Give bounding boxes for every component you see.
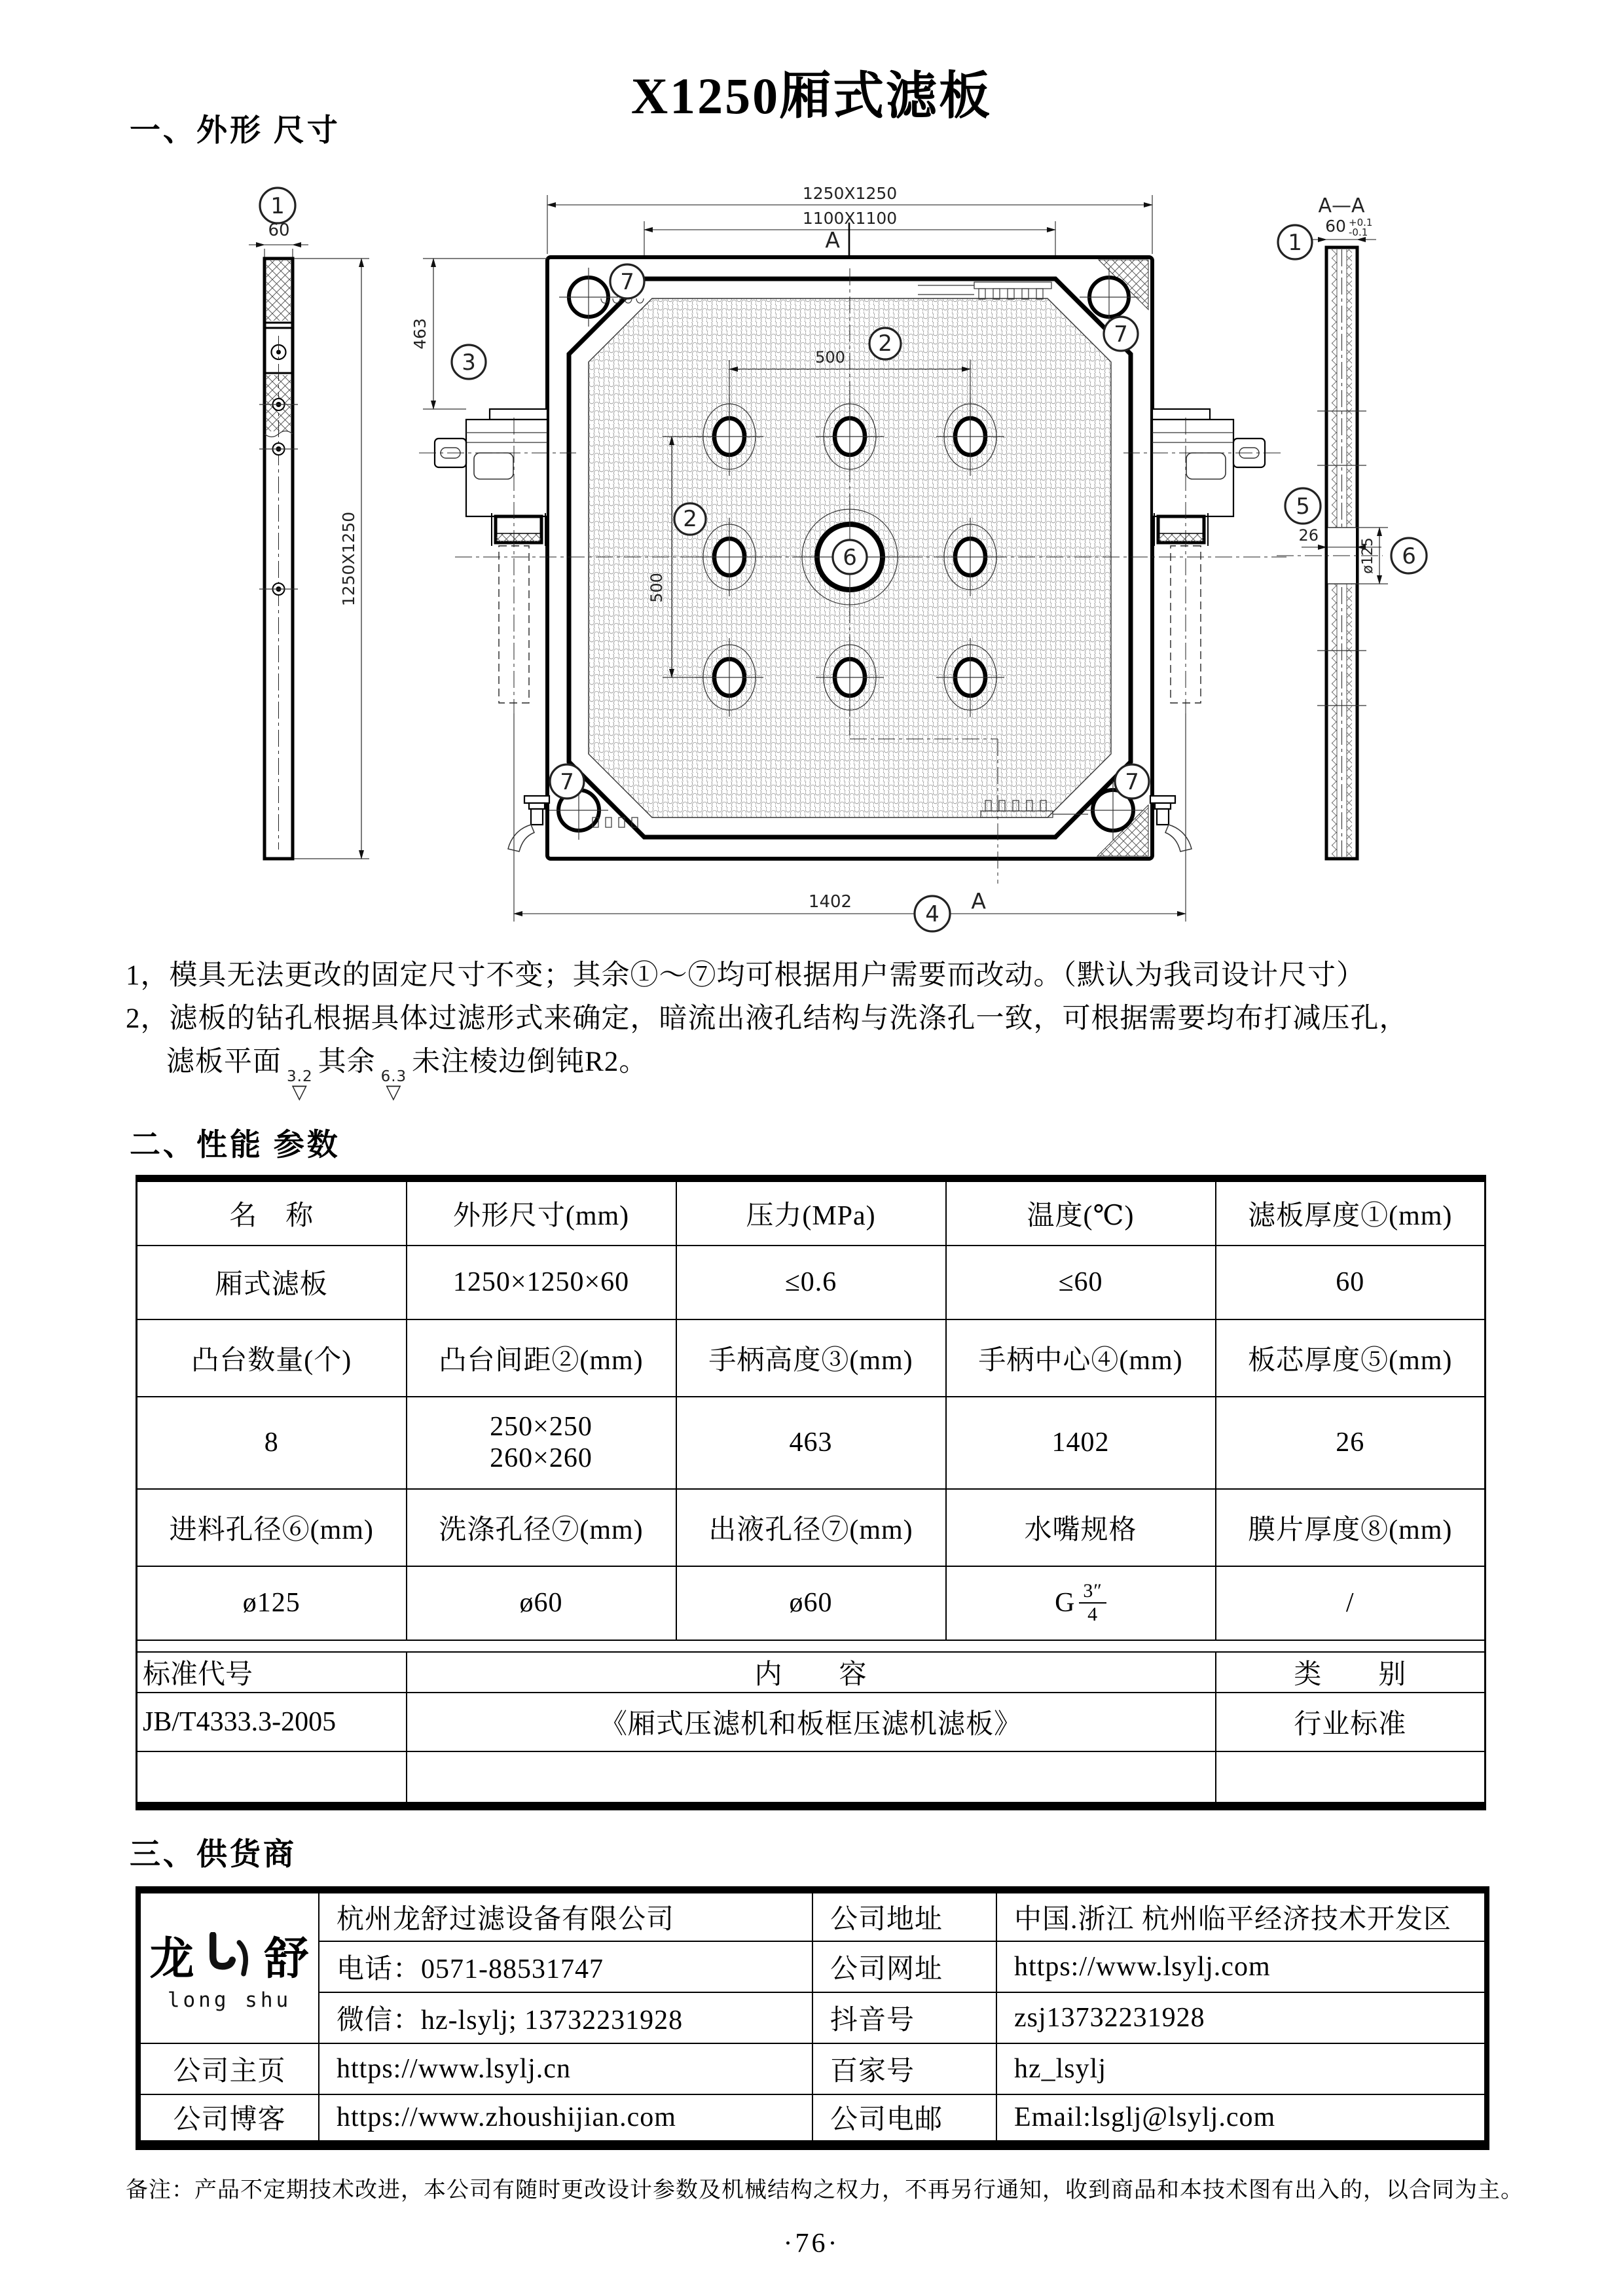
table-cell: 板芯厚度⑤(mm) — [1216, 1319, 1486, 1397]
company-logo — [138, 1890, 319, 2043]
table-cell: 内 容 — [407, 1652, 1216, 1693]
section-heading-supplier: 三、供货商 — [130, 1838, 297, 1872]
table-cell: 公司电邮 — [812, 2094, 996, 2145]
table-cell: 26 — [1216, 1397, 1486, 1489]
table-cell: 厢式滤板 — [137, 1246, 407, 1319]
dim-plate-1250: 1250X1250 — [802, 184, 898, 203]
dim-26: 26 — [1298, 526, 1319, 545]
longshu-logo-mark — [202, 1932, 258, 1979]
dim-inner-1100: 1100X1100 — [802, 209, 898, 228]
boss-pitch-line-2: 260×260 — [490, 1443, 593, 1473]
table-cell: 名 称 — [137, 1179, 407, 1246]
table-cell — [407, 1751, 1216, 1806]
table-cell: ≤60 — [946, 1246, 1216, 1319]
balloon-7-tr — [1104, 317, 1138, 351]
balloon-5 — [1285, 488, 1321, 524]
table-cell: 1402 — [946, 1397, 1216, 1489]
table-cell: 标准代号 — [137, 1652, 407, 1693]
svg-text:6: 6 — [1402, 543, 1416, 569]
table-cell: 手柄中心④(mm) — [946, 1319, 1216, 1397]
table-cell: / — [1216, 1566, 1486, 1640]
perf-data-row-3 — [137, 1566, 1486, 1640]
table-cell: ø125 — [137, 1566, 407, 1640]
svg-text:3: 3 — [462, 350, 476, 376]
table-cell: 公司网址 — [812, 1941, 996, 1992]
table-cell: 463 — [676, 1397, 946, 1489]
supplier-row — [138, 1941, 1487, 1992]
roughness-symbol-2: 6.3 ▽ — [380, 1068, 407, 1103]
table-cell: 膜片厚度⑧(mm) — [1216, 1489, 1486, 1566]
table-cell: ø60 — [407, 1566, 676, 1640]
table-cell: 公司地址 — [812, 1890, 996, 1941]
footer-note: 备注：产品不定期技术改进，本公司有随时更改设计参数及机械结构之权力，不再另行通知，收到商品和本技术图有出入的，以合同为主。 — [126, 2178, 1523, 2202]
separator-row — [137, 1640, 1486, 1652]
balloon-6-section — [1391, 538, 1427, 573]
table-cell: 电话：0571-88531747 — [319, 1941, 812, 1992]
empty-row — [137, 1751, 1486, 1806]
page-number: ·76· — [783, 2229, 840, 2259]
supplier-table — [136, 1886, 1489, 2150]
supplier-row — [138, 2094, 1487, 2145]
logo-latin: long shu — [167, 1988, 292, 2013]
note-line-2: 2，滤板的钻孔根据具体过滤形式来确定，暗流出液孔结构与洗涤孔一致，可根据需要均布打减压孔， — [126, 1003, 1408, 1034]
balloon-1 — [260, 188, 295, 223]
table-cell: 进料孔径⑥(mm) — [137, 1489, 407, 1566]
svg-text:2: 2 — [878, 331, 892, 357]
table-cell: 1250×1250×60 — [407, 1246, 676, 1319]
logo-char-shu: 舒 — [264, 1934, 310, 1984]
table-cell: 洗涤孔径⑦(mm) — [407, 1489, 676, 1566]
perf-header-row-3 — [137, 1489, 1486, 1566]
table-cell: 抖音号 — [812, 1992, 996, 2043]
drawing-notes — [126, 954, 1527, 1101]
table-cell: JB/T4333.3-2005 — [137, 1693, 407, 1751]
roughness-symbol-1: 3.2 ▽ — [287, 1068, 313, 1103]
svg-text:7: 7 — [1114, 321, 1128, 348]
table-cell: https://www.lsylj.cn — [319, 2043, 812, 2094]
perf-header-row-1 — [137, 1179, 1486, 1246]
technical-drawing — [0, 162, 1623, 948]
supplier-row — [138, 2043, 1487, 2094]
dim-500-h: 500 — [815, 348, 845, 367]
balloon-6-center — [833, 540, 867, 574]
page-title: X1250厢式滤板 — [630, 67, 993, 124]
standard-data-row — [137, 1693, 1486, 1751]
perf-header-row-2 — [137, 1319, 1486, 1397]
side-view — [249, 188, 369, 859]
dim-1402: 1402 — [808, 892, 852, 912]
dim-side-1250: 1250X1250 — [339, 511, 358, 607]
table-cell: 外形尺寸(mm) — [407, 1179, 676, 1246]
table-cell: 水嘴规格 — [946, 1489, 1216, 1566]
svg-text:6: 6 — [843, 545, 857, 571]
table-cell: 行业标准 — [1216, 1693, 1486, 1751]
standard-header-row — [137, 1652, 1486, 1693]
table-cell: 《厢式压滤机和板框压滤机滤板》 — [407, 1693, 1216, 1751]
dim-sec-60: 60 — [1325, 217, 1346, 236]
svg-text:1: 1 — [1288, 230, 1302, 256]
section-label-bottom: A — [971, 888, 986, 914]
table-cell — [407, 1397, 676, 1489]
table-cell: 压力(MPa) — [676, 1179, 946, 1246]
table-cell: ø60 — [676, 1566, 946, 1640]
section-view — [1277, 194, 1427, 859]
front-view — [410, 184, 1286, 931]
section-title: A—A — [1318, 194, 1365, 217]
table-cell: 杭州龙舒过滤设备有限公司 — [319, 1890, 812, 1941]
balloon-1-section — [1278, 225, 1312, 259]
table-cell — [946, 1566, 1216, 1640]
perf-data-row-1 — [137, 1246, 1486, 1319]
svg-text:7: 7 — [620, 269, 634, 295]
dim-60: 60 — [268, 221, 290, 240]
logo-char-long: 龙 — [149, 1934, 195, 1984]
table-cell: 类 别 — [1216, 1652, 1486, 1693]
balloon-2-top — [869, 328, 901, 359]
section-heading-performance: 二、性能 参数 — [130, 1128, 340, 1162]
performance-table — [136, 1175, 1486, 1810]
table-cell — [1216, 1751, 1486, 1806]
svg-text:2: 2 — [683, 506, 697, 532]
table-cell: 60 — [1216, 1246, 1486, 1319]
table-cell: https://www.lsylj.com — [996, 1941, 1487, 1992]
table-cell: Email:lsglj@lsylj.com — [996, 2094, 1487, 2145]
section-label-top: A — [825, 227, 840, 253]
supplier-row — [138, 1890, 1487, 1941]
svg-text:5: 5 — [1296, 493, 1310, 520]
dim-463: 463 — [410, 318, 429, 350]
dim-feed-125: ø125 — [1360, 537, 1376, 574]
table-cell: 8 — [137, 1397, 407, 1489]
table-cell: 百家号 — [812, 2043, 996, 2094]
dim-tol-plus: +0.1 — [1349, 217, 1373, 228]
table-cell: ≤0.6 — [676, 1246, 946, 1319]
table-cell: 手柄高度③(mm) — [676, 1319, 946, 1397]
table-cell: 温度(℃) — [946, 1179, 1216, 1246]
dim-500-v: 500 — [647, 573, 666, 603]
balloon-7-bl — [550, 764, 584, 798]
svg-text:7: 7 — [560, 769, 574, 795]
balloon-3 — [452, 345, 486, 379]
thread-spec: G $\frac{3''}{4}$ — [1055, 1581, 1106, 1624]
dim-tol-minus: -0.1 — [1349, 226, 1368, 238]
balloon-7-br — [1115, 764, 1149, 798]
supplier-row — [138, 1992, 1487, 2043]
svg-text:7: 7 — [1125, 769, 1139, 795]
table-cell: hz_lsylj — [996, 2043, 1487, 2094]
table-cell: 公司博客 — [138, 2094, 319, 2145]
table-cell: 滤板厚度①(mm) — [1216, 1179, 1486, 1246]
table-cell: https://www.zhoushijian.com — [319, 2094, 812, 2145]
table-cell: 公司主页 — [138, 2043, 319, 2094]
table-cell: 微信：hz-lsylj; 13732231928 — [319, 1992, 812, 2043]
svg-text:1: 1 — [270, 193, 285, 219]
note-line-1: 1，模具无法更改的固定尺寸不变；其余①～⑦均可根据用户需要而改动。（默认为我司设计尺寸） — [126, 960, 1365, 991]
balloon-2-left — [674, 503, 706, 535]
balloon-7-tl — [610, 264, 644, 298]
table-cell — [137, 1751, 407, 1806]
table-cell: 凸台数量(个) — [137, 1319, 407, 1397]
boss-pitch-line-1: 250×250 — [490, 1412, 593, 1442]
table-cell: 中国.浙江 杭州临平经济技术开发区 — [996, 1890, 1487, 1941]
table-cell: 出液孔径⑦(mm) — [676, 1489, 946, 1566]
perf-data-row-2 — [137, 1397, 1486, 1489]
table-cell: 凸台间距②(mm) — [407, 1319, 676, 1397]
svg-text:4: 4 — [925, 901, 939, 927]
note-line-3: 滤板平面 3.2 ▽ 其余 6.3 ▽ 未注棱边倒钝R2。 — [166, 1047, 648, 1103]
balloon-4 — [915, 896, 950, 931]
table-cell: zsj13732231928 — [996, 1992, 1487, 2043]
section-heading-dimensions: 一、外形 尺寸 — [130, 114, 340, 148]
